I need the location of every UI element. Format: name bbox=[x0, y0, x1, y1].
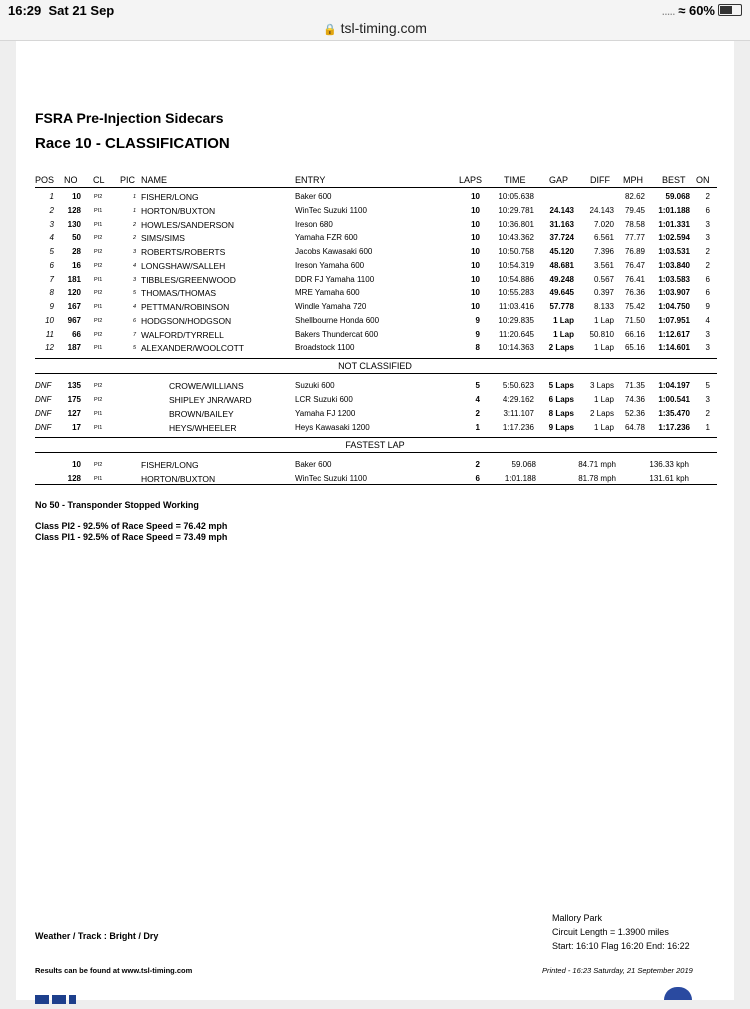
fastest-lap-mph: 81.78 mph bbox=[578, 473, 616, 483]
position-in-class: 5 bbox=[132, 290, 136, 297]
gap: 49.645 bbox=[549, 288, 574, 298]
header-diff: DIFF bbox=[590, 175, 610, 185]
address-bar[interactable] bbox=[0, 20, 750, 36]
car-number: 175 bbox=[67, 395, 81, 404]
car-number: 130 bbox=[67, 219, 81, 229]
class: PI1 bbox=[94, 345, 103, 352]
diff: 0.397 bbox=[593, 288, 614, 298]
best-on-lap: 2 bbox=[705, 409, 710, 418]
driver-names: HEYS/WHEELER bbox=[169, 423, 237, 433]
driver-names: PETTMAN/ROBINSON bbox=[141, 302, 230, 312]
best-on-lap: 6 bbox=[705, 205, 710, 215]
best-lap: 1:07.951 bbox=[658, 315, 690, 325]
mph: 64.78 bbox=[624, 423, 645, 432]
gap: 9 Laps bbox=[548, 423, 574, 432]
laps: 9 bbox=[475, 315, 480, 325]
car-number: 187 bbox=[67, 343, 81, 353]
gap: 2 Laps bbox=[548, 343, 574, 353]
machine: DDR FJ Yamaha 1100 bbox=[295, 274, 375, 284]
position-in-class: 1 bbox=[132, 194, 136, 200]
fastest-lap-number: 2 bbox=[475, 460, 480, 469]
best-lap: 1:12.617 bbox=[658, 329, 690, 339]
car-number: 16 bbox=[72, 260, 81, 270]
mph: 71.35 bbox=[624, 381, 645, 390]
machine: Baker 600 bbox=[295, 460, 332, 469]
car-number: 17 bbox=[72, 423, 81, 432]
driver-names: LONGSHAW/SALLEH bbox=[141, 260, 226, 271]
race-time: 3:11.107 bbox=[503, 409, 534, 418]
class: PI2 bbox=[94, 383, 103, 389]
laps: 4 bbox=[475, 395, 480, 404]
best-on-lap: 3 bbox=[705, 343, 710, 353]
battery-icon bbox=[718, 4, 742, 16]
divider bbox=[35, 437, 717, 438]
divider bbox=[35, 358, 717, 359]
machine: Shellbourne Honda 600 bbox=[295, 315, 380, 325]
best-on-lap: 3 bbox=[705, 233, 710, 243]
diff: 50.810 bbox=[589, 329, 614, 339]
best-lap: 1:03.840 bbox=[658, 260, 690, 270]
position-in-class: 1 bbox=[132, 207, 136, 214]
race-time: 10:43.362 bbox=[498, 233, 534, 243]
laps: 10 bbox=[471, 274, 480, 284]
url-text: tsl-timing.com bbox=[340, 20, 427, 36]
best-on-lap: 3 bbox=[705, 395, 710, 404]
not-classified-heading: NOT CLASSIFIED bbox=[338, 361, 412, 371]
race-time: 1:17.236 bbox=[502, 423, 534, 432]
best-lap: 1:01.331 bbox=[658, 219, 690, 229]
best-lap: 1:04.197 bbox=[658, 381, 690, 390]
position: 10 bbox=[45, 315, 54, 325]
car-number: 50 bbox=[72, 233, 81, 243]
diff: 3.561 bbox=[593, 260, 614, 270]
fastest-lap-time: 1:01.188 bbox=[504, 473, 536, 483]
gap: 48.681 bbox=[549, 260, 574, 270]
car-number: 167 bbox=[67, 302, 81, 311]
driver-names: HOWLES/SANDERSON bbox=[141, 219, 235, 230]
best-on-lap: 2 bbox=[705, 247, 710, 256]
race-time: 11:20.645 bbox=[499, 329, 534, 339]
position: 3 bbox=[49, 219, 54, 229]
machine: Bakers Thundercat 600 bbox=[295, 329, 379, 339]
best-lap: 59.068 bbox=[665, 192, 690, 201]
gap: 5 Laps bbox=[548, 381, 574, 390]
race-time: 5:50.623 bbox=[502, 381, 534, 390]
driver-names: CROWE/WILLIANS bbox=[169, 381, 244, 391]
gap: 8 Laps bbox=[548, 409, 574, 418]
class: PI1 bbox=[94, 207, 103, 214]
header-entry: ENTRY bbox=[295, 175, 326, 185]
machine: Ireson 680 bbox=[295, 219, 333, 229]
race-time: 10:55.283 bbox=[498, 288, 534, 298]
machine: Heys Kawasaki 1200 bbox=[295, 423, 370, 432]
best-on-lap: 4 bbox=[705, 315, 710, 325]
best-on-lap: 5 bbox=[705, 381, 710, 390]
position: 8 bbox=[49, 288, 54, 298]
mph: 76.47 bbox=[624, 260, 645, 270]
fastest-lap-heading: FASTEST LAP bbox=[345, 440, 405, 450]
class: PI2 bbox=[94, 262, 103, 269]
machine: MRE Yamaha 600 bbox=[295, 288, 360, 298]
position: DNF bbox=[35, 423, 52, 432]
car-number: 66 bbox=[72, 329, 81, 339]
class: PI2 bbox=[94, 462, 103, 468]
machine: Broadstock 1100 bbox=[295, 343, 355, 353]
class: PI1 bbox=[94, 304, 103, 310]
mph: 78.58 bbox=[624, 219, 645, 229]
header-best: BEST bbox=[662, 175, 686, 185]
machine: Yamaha FZR 600 bbox=[295, 233, 358, 243]
mph: 52.36 bbox=[624, 409, 645, 418]
driver-names: ROBERTS/ROBERTS bbox=[141, 247, 226, 257]
status-right bbox=[662, 3, 742, 18]
gap: 57.778 bbox=[549, 302, 574, 311]
driver-names: WALFORD/TYRRELL bbox=[141, 329, 224, 340]
diff: 1 Lap bbox=[593, 315, 614, 325]
class: PI2 bbox=[94, 317, 103, 324]
race-time: 11:03.416 bbox=[499, 302, 534, 311]
fastest-lap-kph: 136.33 kph bbox=[649, 460, 689, 469]
start-flag-end: Start: 16:10 Flag 16:20 End: 16:22 bbox=[552, 941, 690, 951]
event-title: FSRA Pre-Injection Sidecars bbox=[35, 110, 224, 126]
mph: 74.36 bbox=[624, 395, 645, 404]
laps: 9 bbox=[475, 329, 480, 339]
diff: 8.133 bbox=[593, 302, 614, 311]
weather-track: Weather / Track : Bright / Dry bbox=[35, 931, 159, 941]
class-pi1-note: Class PI1 - 92.5% of Race Speed = 73.49 mph bbox=[35, 532, 228, 542]
gap: 45.120 bbox=[549, 247, 574, 256]
position: 12 bbox=[45, 343, 54, 353]
diff: 3 Laps bbox=[589, 381, 614, 390]
driver-names: HODGSON/HODGSON bbox=[141, 315, 232, 326]
best-lap: 1:04.750 bbox=[658, 302, 690, 311]
header-pos: POS bbox=[35, 175, 55, 185]
class: PI1 bbox=[94, 411, 103, 417]
laps: 2 bbox=[475, 409, 480, 418]
position-in-class: 5 bbox=[132, 345, 136, 352]
driver-names: FISHER/LONG bbox=[141, 460, 199, 470]
position-in-class: 7 bbox=[132, 331, 136, 338]
fastest-lap-kph: 131.61 kph bbox=[649, 473, 689, 483]
position: 5 bbox=[49, 247, 54, 256]
results-sheet bbox=[16, 41, 734, 1000]
best-on-lap: 1 bbox=[705, 423, 710, 432]
status-bar bbox=[0, 0, 750, 41]
laps: 10 bbox=[471, 288, 480, 298]
driver-names: SHIPLEY JNR/WARD bbox=[169, 395, 252, 405]
position-in-class: 4 bbox=[132, 304, 136, 310]
position: 9 bbox=[49, 302, 54, 311]
laps: 10 bbox=[471, 302, 480, 311]
race-time: 10:29.781 bbox=[498, 205, 534, 215]
gap: 31.163 bbox=[549, 219, 574, 229]
class: PI1 bbox=[94, 425, 103, 431]
header-rule bbox=[35, 187, 717, 188]
machine: Yamaha FJ 1200 bbox=[295, 409, 356, 418]
gap: 24.143 bbox=[549, 205, 574, 215]
header-gap: GAP bbox=[549, 175, 569, 185]
fastest-lap-number: 6 bbox=[475, 473, 480, 483]
position: 1 bbox=[49, 192, 54, 201]
diff: 1 Lap bbox=[593, 423, 614, 432]
signal-icon: ..... bbox=[661, 3, 675, 18]
best-lap: 1:02.594 bbox=[658, 233, 690, 243]
driver-names: FISHER/LONG bbox=[141, 192, 199, 202]
machine: WinTec Suzuki 1100 bbox=[295, 205, 367, 215]
race-time: 10:05.638 bbox=[498, 192, 534, 201]
mph: 82.62 bbox=[624, 192, 645, 201]
mph: 79.45 bbox=[624, 205, 645, 215]
position: 4 bbox=[49, 233, 54, 243]
position-in-class: 2 bbox=[132, 221, 136, 228]
best-on-lap: 3 bbox=[705, 219, 710, 229]
class: PI2 bbox=[94, 194, 103, 200]
venue: Mallory Park bbox=[552, 913, 603, 923]
results-link[interactable]: Results can be found at www.tsl-timing.com bbox=[35, 966, 193, 975]
driver-names: SIMS/SIMS bbox=[141, 233, 185, 244]
divider bbox=[35, 484, 717, 485]
wifi-icon: ≈ bbox=[678, 3, 686, 18]
machine: Baker 600 bbox=[295, 192, 332, 201]
diff: 1 Lap bbox=[593, 343, 614, 353]
position: 6 bbox=[49, 260, 54, 270]
class: PI1 bbox=[94, 475, 103, 482]
header-no: NO bbox=[64, 175, 78, 185]
laps: 8 bbox=[475, 343, 480, 353]
position: DNF bbox=[35, 381, 52, 390]
best-lap: 1:03.907 bbox=[658, 288, 690, 298]
best-lap: 1:17.236 bbox=[658, 423, 690, 432]
laps: 10 bbox=[471, 192, 480, 201]
position-in-class: 3 bbox=[132, 249, 136, 255]
laps: 10 bbox=[471, 260, 480, 270]
best-lap: 1:03.583 bbox=[658, 274, 690, 284]
car-number: 10 bbox=[72, 192, 81, 201]
machine: WinTec Suzuki 1100 bbox=[295, 473, 367, 483]
header-on: ON bbox=[696, 175, 710, 185]
header-laps: LAPS bbox=[459, 175, 483, 185]
transponder-note: No 50 - Transponder Stopped Working bbox=[35, 500, 199, 510]
machine: Suzuki 600 bbox=[295, 381, 335, 390]
position: DNF bbox=[35, 409, 52, 418]
diff: 2 Laps bbox=[589, 409, 614, 418]
car-number: 135 bbox=[67, 381, 81, 390]
race-title: Race 10 - CLASSIFICATION bbox=[35, 135, 230, 152]
diff: 24.143 bbox=[589, 205, 614, 215]
best-on-lap: 3 bbox=[705, 329, 710, 339]
mph: 76.89 bbox=[624, 247, 645, 256]
diff: 7.020 bbox=[593, 219, 614, 229]
machine: Jacobs Kawasaki 600 bbox=[295, 247, 373, 256]
best-lap: 1:00.541 bbox=[658, 395, 690, 404]
mph: 65.16 bbox=[624, 343, 645, 353]
position: 7 bbox=[49, 274, 54, 284]
club-logo bbox=[664, 987, 692, 1000]
class: PI1 bbox=[94, 221, 103, 228]
diff: 6.561 bbox=[593, 233, 614, 243]
machine: Windle Yamaha 720 bbox=[295, 302, 367, 311]
race-time: 10:54.886 bbox=[498, 274, 534, 284]
fastest-lap-time: 59.068 bbox=[511, 460, 536, 469]
position: 2 bbox=[49, 205, 54, 215]
class: PI2 bbox=[94, 331, 103, 338]
driver-names: THOMAS/THOMAS bbox=[141, 288, 217, 299]
driver-names: HORTON/BUXTON bbox=[141, 473, 216, 484]
status-time: 16:29 Sat 21 Sep bbox=[8, 3, 115, 18]
best-on-lap: 9 bbox=[705, 302, 710, 311]
class: PI2 bbox=[94, 290, 103, 297]
car-number: 967 bbox=[67, 315, 81, 325]
race-time: 4:29.162 bbox=[502, 395, 534, 404]
position-in-class: 2 bbox=[132, 235, 136, 242]
position-in-class: 6 bbox=[132, 317, 136, 324]
driver-names: TIBBLES/GREENWOOD bbox=[141, 274, 236, 285]
best-on-lap: 6 bbox=[705, 274, 710, 284]
car-number: 181 bbox=[67, 274, 81, 284]
race-time: 10:36.801 bbox=[498, 219, 534, 229]
mph: 75.42 bbox=[624, 302, 645, 311]
class-pi2-note: Class PI2 - 92.5% of Race Speed = 76.42 mph bbox=[35, 521, 228, 531]
laps: 10 bbox=[471, 205, 480, 215]
car-number: 120 bbox=[67, 288, 81, 298]
position: 11 bbox=[45, 329, 54, 339]
position-in-class: 3 bbox=[132, 276, 136, 283]
laps: 1 bbox=[475, 423, 480, 432]
gap: 37.724 bbox=[549, 233, 574, 243]
header-name: NAME bbox=[141, 175, 168, 185]
best-on-lap: 2 bbox=[705, 192, 710, 201]
race-time: 10:29.835 bbox=[498, 315, 534, 325]
best-on-lap: 6 bbox=[705, 288, 710, 298]
machine: Ireson Yamaha 600 bbox=[295, 260, 365, 270]
best-lap: 1:01.188 bbox=[658, 205, 690, 215]
laps: 10 bbox=[471, 233, 480, 243]
header-pic: PIC bbox=[120, 175, 136, 185]
laps: 10 bbox=[471, 219, 480, 229]
divider bbox=[35, 373, 717, 374]
divider bbox=[35, 452, 717, 453]
fastest-lap-mph: 84.71 mph bbox=[578, 460, 616, 469]
best-lap: 1:35.470 bbox=[658, 409, 690, 418]
printed-timestamp: Printed - 16:23 Saturday, 21 September 2019 bbox=[542, 966, 693, 975]
car-number: 128 bbox=[67, 205, 81, 215]
battery-level: 60% bbox=[688, 3, 715, 18]
class: PI1 bbox=[94, 276, 103, 283]
best-lap: 1:03.531 bbox=[658, 247, 690, 256]
laps: 10 bbox=[471, 247, 480, 256]
header-time: TIME bbox=[504, 175, 526, 185]
driver-names: BROWN/BAILEY bbox=[169, 409, 234, 419]
circuit-length: Circuit Length = 1.3900 miles bbox=[552, 927, 669, 937]
diff: 1 Lap bbox=[593, 395, 614, 404]
best-on-lap: 2 bbox=[705, 260, 710, 270]
mph: 77.77 bbox=[624, 233, 645, 243]
race-time: 10:50.758 bbox=[498, 247, 534, 256]
machine: LCR Suzuki 600 bbox=[295, 395, 353, 404]
race-time: 10:14.363 bbox=[498, 343, 534, 353]
lock-icon: 🔒 bbox=[323, 24, 337, 36]
header-cl: CL bbox=[93, 175, 105, 185]
gap: 6 Laps bbox=[548, 395, 574, 404]
gap: 49.248 bbox=[549, 274, 574, 284]
position-in-class: 4 bbox=[132, 262, 136, 269]
car-number: 127 bbox=[67, 409, 81, 418]
mph: 66.16 bbox=[624, 329, 645, 339]
class: PI2 bbox=[94, 235, 103, 242]
best-lap: 1:14.601 bbox=[658, 343, 690, 353]
mph: 71.50 bbox=[624, 315, 645, 325]
gap: 1 Lap bbox=[553, 315, 574, 325]
class: PI2 bbox=[94, 249, 103, 255]
car-number: 128 bbox=[67, 473, 81, 483]
mph: 76.36 bbox=[624, 288, 645, 298]
driver-names: ALEXANDER/WOOLCOTT bbox=[141, 343, 244, 354]
header-mph: MPH bbox=[623, 175, 643, 185]
car-number: 10 bbox=[72, 460, 81, 469]
gap: 1 Lap bbox=[553, 329, 574, 339]
diff: 7.396 bbox=[593, 247, 614, 256]
diff: 0.567 bbox=[593, 274, 614, 284]
laps: 5 bbox=[475, 381, 480, 390]
race-time: 10:54.319 bbox=[498, 260, 534, 270]
class: PI2 bbox=[94, 397, 103, 403]
car-number: 28 bbox=[72, 247, 81, 256]
driver-names: HORTON/BUXTON bbox=[141, 205, 216, 216]
tsl-logo bbox=[35, 991, 76, 1009]
mph: 76.41 bbox=[624, 274, 645, 284]
position: DNF bbox=[35, 395, 52, 404]
